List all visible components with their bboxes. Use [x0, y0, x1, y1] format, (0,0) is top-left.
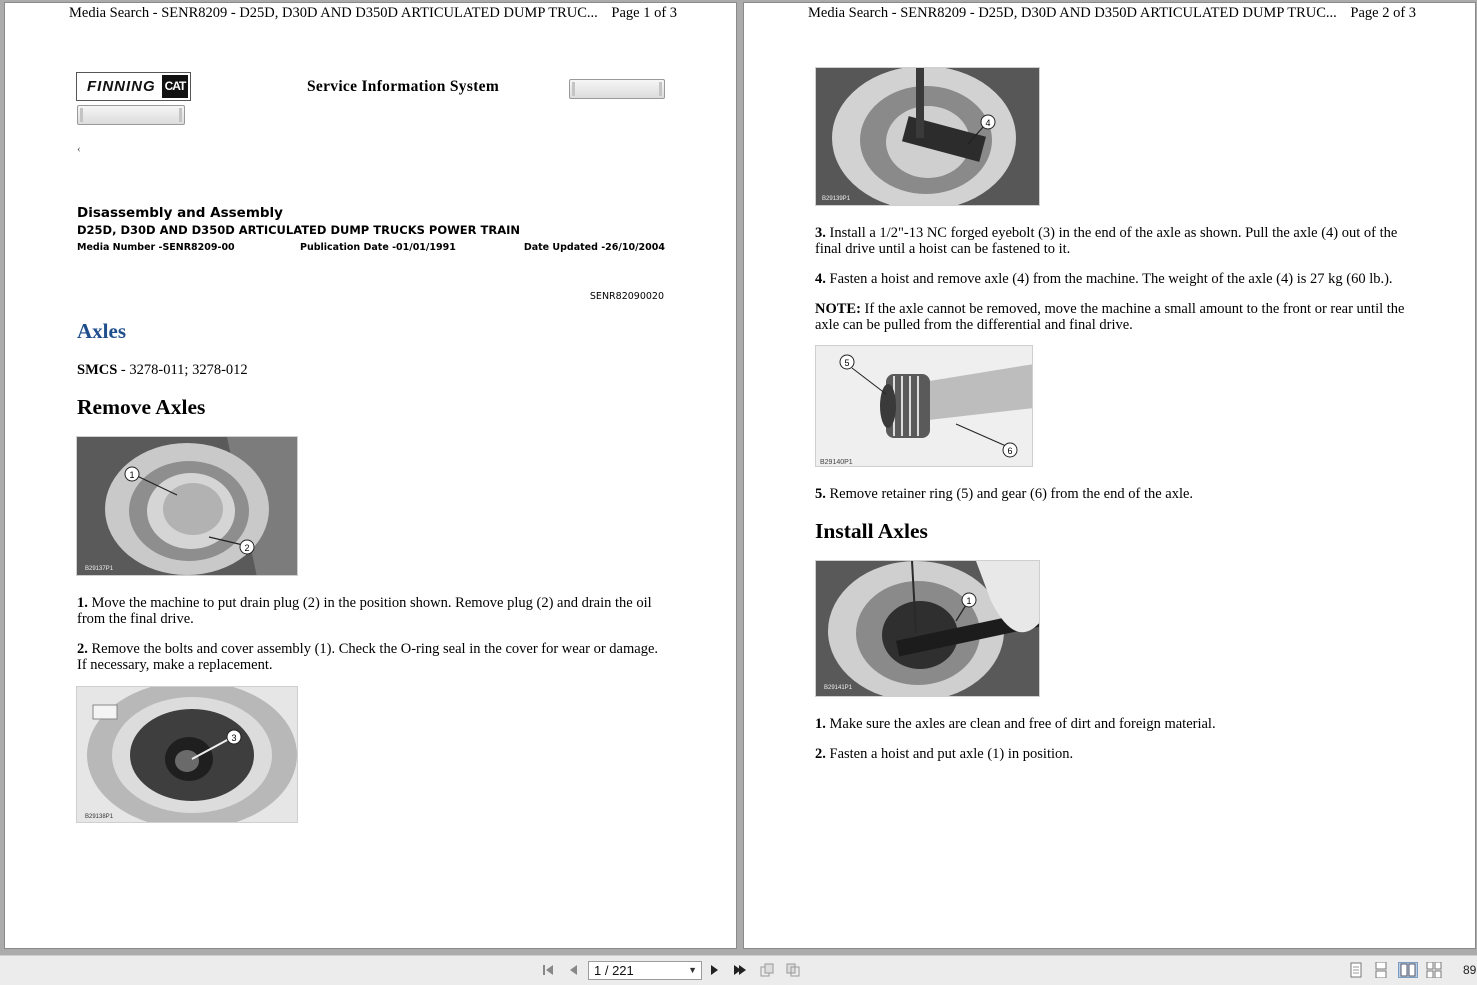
publication-date: Publication Date -01/01/1991	[300, 242, 456, 253]
callout-2: 2	[244, 543, 250, 553]
media-number: Media Number -SENR8209-00	[77, 242, 235, 253]
step-5	[815, 486, 1407, 502]
step-3	[815, 225, 1407, 257]
continuous-icon[interactable]	[1373, 962, 1389, 978]
wheel-photo-2	[76, 686, 298, 823]
note	[815, 301, 1407, 333]
form-field-left[interactable]	[77, 105, 185, 125]
note-text: If the axle cannot be removed, move the machine a small amount to the front or rear until the axle can be pulled from the differential and final drive.	[815, 301, 1405, 333]
page-number-value: 1 / 221	[594, 963, 634, 978]
step-2-num: 2.	[77, 641, 88, 657]
photo-caption: B29138P1	[85, 814, 114, 820]
photo-caption: B29140P1	[820, 459, 853, 466]
ref-code: SENR82090020	[589, 291, 664, 302]
step-5-text: Remove retainer ring (5) and gear (6) from the end of the axle.	[825, 486, 1194, 502]
pdf-page-1	[4, 2, 737, 949]
note-label: NOTE:	[815, 301, 861, 317]
install-step-2-text: Fasten a hoist and put axle (1) in position.	[825, 746, 1074, 762]
axle-eyebolt-photo	[815, 67, 1040, 206]
first-page-icon[interactable]	[540, 962, 556, 978]
callout-6: 6	[1007, 446, 1013, 456]
axle-gear-photo	[815, 345, 1033, 467]
remove-axles-heading: Remove Axles	[77, 395, 206, 419]
step-1	[77, 595, 669, 627]
page-header-title: Media Search - SENR8209 - D25D, D30D AND D350D ARTICULATED DUMP TRUC...	[808, 5, 1337, 21]
doc-subtitle: D25D, D30D AND D350D ARTICULATED DUMP TRUCKS POWER TRAIN	[77, 223, 521, 237]
logo-finning-text: FINNING	[87, 78, 156, 95]
pdf-page-2	[743, 2, 1476, 949]
finning-cat-logo	[76, 72, 191, 101]
page-header-number: Page 1 of 3	[611, 5, 678, 21]
photo-caption: B29139P1	[822, 196, 851, 202]
page-header-title: Media Search - SENR8209 - D25D, D30D AND D350D ARTICULATED DUMP TRUC...	[69, 5, 598, 21]
photo-caption: B29141P1	[824, 685, 853, 691]
back-arrow-icon[interactable]: ‹	[77, 143, 81, 155]
callout-4: 4	[985, 118, 991, 128]
pdf-toolbar	[0, 955, 1477, 985]
install-axles-heading: Install Axles	[815, 519, 928, 543]
smcs-value: - 3278-011; 3278-012	[117, 362, 248, 378]
callout-1: 1	[966, 596, 972, 606]
step-3-text: Install a 1/2"-13 NC forged eyebolt (3) in the end of the axle as shown. Pull the axle (4) out of the final drive until a hoist can be fastened to it.	[815, 225, 1398, 257]
install-step-1-num: 1.	[815, 716, 826, 732]
install-step-2-num: 2.	[815, 746, 826, 762]
date-updated: Date Updated -26/10/2004	[523, 242, 665, 253]
step-1-num: 1.	[77, 595, 88, 611]
install-step-1-text: Make sure the axles are clean and free of dirt and foreign material.	[825, 716, 1216, 732]
smcs-line	[77, 362, 248, 379]
sis-title: Service Information System	[307, 78, 500, 95]
last-page-icon[interactable]	[732, 962, 748, 978]
two-page-continuous-icon[interactable]	[1426, 962, 1442, 978]
prev-page-icon[interactable]	[565, 962, 581, 978]
smcs-label: SMCS	[77, 362, 118, 378]
chevron-down-icon: ▼	[688, 965, 697, 975]
step-4-num: 4.	[815, 271, 826, 287]
page-number-select[interactable]	[588, 961, 702, 980]
step-4-text: Fasten a hoist and remove axle (4) from the machine. The weight of the axle (4) is 27 kg (60 lb.).	[825, 271, 1393, 287]
zoom-level[interactable]: 89	[1463, 963, 1477, 977]
callout-5: 5	[844, 358, 850, 368]
step-2-text: Remove the bolts and cover assembly (1). Check the O-ring seal in the cover for wear or damage. If necessary, make a replacement.	[77, 641, 659, 673]
callout-3: 3	[231, 733, 237, 743]
two-page-icon[interactable]	[1398, 962, 1418, 978]
section-title: Axles	[77, 319, 126, 343]
page-header	[808, 5, 1416, 22]
logo-cat-text: CAT	[162, 75, 188, 98]
step-5-num: 5.	[815, 486, 826, 502]
rotate-icon[interactable]	[759, 962, 775, 978]
step-2	[77, 641, 669, 673]
photo-caption: B29137P1	[85, 566, 114, 572]
single-page-icon[interactable]	[1348, 962, 1364, 978]
page-header	[69, 5, 677, 22]
step-3-num: 3.	[815, 225, 826, 241]
step-4	[815, 271, 1407, 287]
form-field-right[interactable]	[569, 79, 665, 99]
install-step-2	[815, 746, 1407, 762]
callout-1: 1	[129, 470, 135, 480]
step-1-text: Move the machine to put drain plug (2) in the position shown. Remove plug (2) and drain the oil from the final drive.	[77, 595, 652, 627]
wheel-photo-1	[76, 436, 298, 576]
next-page-icon[interactable]	[707, 962, 723, 978]
install-step-1	[815, 716, 1407, 732]
doc-title: Disassembly and Assembly	[77, 205, 283, 221]
fit-icon[interactable]	[785, 962, 801, 978]
install-axle-photo	[815, 560, 1040, 697]
page-header-number: Page 2 of 3	[1350, 5, 1417, 21]
